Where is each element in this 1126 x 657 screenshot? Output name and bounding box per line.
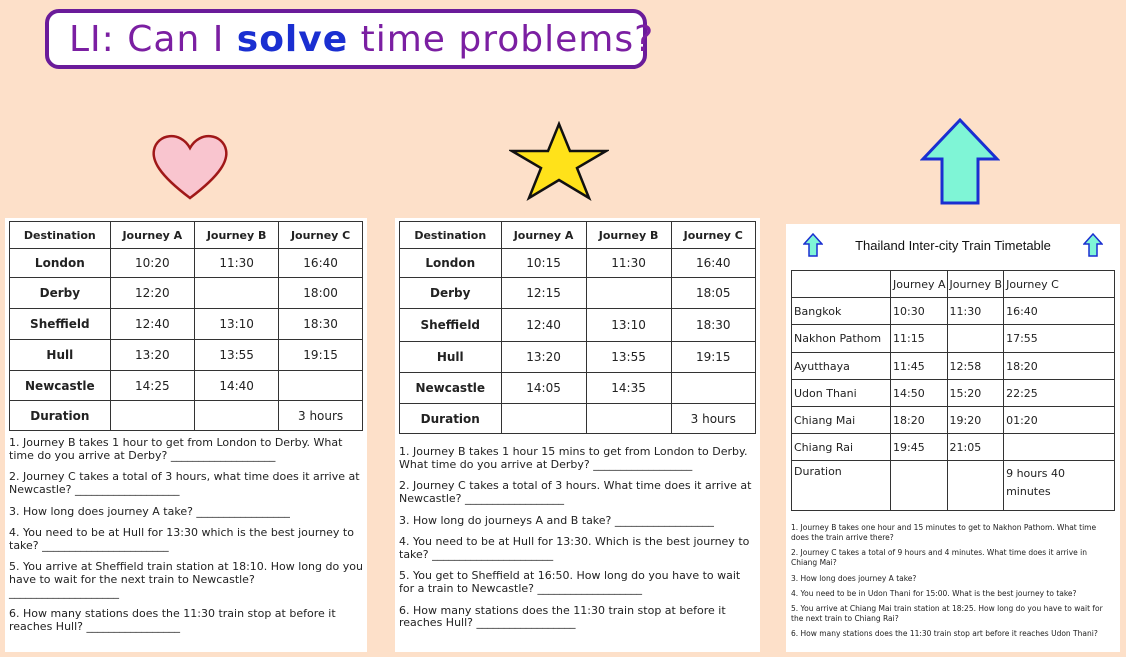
table-row bbox=[10, 371, 363, 401]
table-cell: 14:25 bbox=[110, 371, 194, 401]
table-cell: 19:15 bbox=[671, 342, 756, 373]
table-cell: 11:45 bbox=[891, 353, 948, 380]
table-cell: 15:20 bbox=[947, 380, 1004, 407]
table-cell: 12:20 bbox=[110, 278, 194, 309]
table-cell: 19:15 bbox=[279, 340, 363, 371]
table-cell: 9 hours 40 minutes bbox=[1004, 461, 1115, 511]
table-row bbox=[400, 309, 756, 342]
table-header: Destination bbox=[10, 222, 111, 249]
table-cell bbox=[947, 325, 1004, 353]
table-row bbox=[400, 373, 756, 404]
table-cell bbox=[586, 278, 671, 309]
table-cell bbox=[1004, 434, 1115, 461]
table-cell: 16:40 bbox=[1004, 298, 1115, 325]
question: 1. Journey B takes one hour and 15 minutes to get to Nakhon Pathom. What time does the train arrive there? bbox=[791, 523, 1097, 543]
table-row bbox=[792, 298, 1115, 325]
table-cell: 18:00 bbox=[279, 278, 363, 309]
table-cell: Derby bbox=[10, 278, 111, 309]
table-cell: Derby bbox=[400, 278, 502, 309]
table-cell: Duration bbox=[792, 461, 891, 511]
timetable-heart bbox=[9, 221, 363, 431]
table-cell: London bbox=[10, 249, 111, 278]
question: 1. Journey B takes 1 hour to get from London to Derby. What time do you arrive at Derby? ___________________ bbox=[9, 436, 343, 462]
timetable-star bbox=[399, 221, 756, 434]
question: 2. Journey C takes a total of 9 hours and 4 minutes. What time does it arrive in Chiang Mai? bbox=[791, 548, 1087, 568]
table-cell: 18:20 bbox=[891, 407, 948, 434]
table-row bbox=[792, 461, 1115, 511]
table-header: Journey A bbox=[891, 271, 948, 298]
table-row bbox=[792, 353, 1115, 380]
question: 4. You need to be in Udon Thani for 15:00. What is the best journey to take? bbox=[791, 588, 1077, 598]
table-row bbox=[792, 325, 1115, 353]
table-cell: Hull bbox=[400, 342, 502, 373]
table-cell bbox=[110, 401, 194, 431]
table-cell: London bbox=[400, 249, 502, 278]
table-cell bbox=[501, 404, 586, 434]
title-bold-word: solve bbox=[236, 18, 349, 60]
table-header: Journey A bbox=[501, 222, 586, 249]
table-row bbox=[792, 380, 1115, 407]
question-list bbox=[399, 446, 756, 630]
table-row bbox=[10, 309, 363, 340]
question: 1. Journey B takes 1 hour 15 mins to get from London to Derby. What time do you arrive at Derby? __________________ bbox=[399, 445, 748, 471]
question: 6. How many stations does the 11:30 train stop art before it reaches Udon Thani? bbox=[791, 629, 1098, 638]
question: 5. You get to Sheffield at 16:50. How long do you have to wait for a train to Newcastle? ___________________ bbox=[399, 569, 741, 596]
table-cell: Nakhon Pathom bbox=[792, 325, 891, 353]
table-row bbox=[10, 278, 363, 309]
worksheet-star bbox=[395, 218, 760, 652]
up-arrow-icon bbox=[920, 117, 1000, 207]
worksheet-arrow bbox=[786, 224, 1120, 652]
table-header: Journey B bbox=[586, 222, 671, 249]
table-header: Journey A bbox=[110, 222, 194, 249]
table-cell: 14:05 bbox=[501, 373, 586, 404]
table-cell: Duration bbox=[10, 401, 111, 431]
question: 5. You arrive at Chiang Mai train station at 18:25. How long do you have to wait for the next train to Chiang Rai? bbox=[791, 603, 1103, 623]
table-cell bbox=[891, 461, 948, 511]
table-cell: 13:20 bbox=[501, 342, 586, 373]
table-header-row bbox=[10, 222, 363, 249]
table-cell: Newcastle bbox=[400, 373, 502, 404]
table-cell: Sheffield bbox=[10, 309, 111, 340]
table-cell bbox=[279, 371, 363, 401]
table-row bbox=[400, 404, 756, 434]
table-cell: 12:40 bbox=[110, 309, 194, 340]
table-cell: 11:30 bbox=[586, 249, 671, 278]
table-cell: Ayutthaya bbox=[792, 353, 891, 380]
table-cell: 19:20 bbox=[947, 407, 1004, 434]
table-cell: 13:10 bbox=[586, 309, 671, 342]
question: 4. You need to be at Hull for 13:30 which is the best journey to take? _______________________ bbox=[9, 526, 354, 552]
table-cell: Newcastle bbox=[10, 371, 111, 401]
question-list bbox=[791, 523, 1115, 639]
table-cell: 3 hours bbox=[279, 401, 363, 431]
table-cell: 18:20 bbox=[1004, 353, 1115, 380]
table-header: Journey C bbox=[671, 222, 756, 249]
table-cell: 12:15 bbox=[501, 278, 586, 309]
table-row bbox=[10, 249, 363, 278]
table-row bbox=[792, 407, 1115, 434]
star-icon bbox=[509, 121, 609, 201]
question: 6. How many stations does the 11:30 train stop at before it reaches Hull? __________________ bbox=[399, 603, 726, 630]
timetable-thailand bbox=[791, 270, 1115, 511]
table-header: Journey B bbox=[947, 271, 1004, 298]
table-header-row bbox=[400, 222, 756, 249]
table-cell: Chiang Rai bbox=[792, 434, 891, 461]
table-cell bbox=[586, 404, 671, 434]
table-cell: Sheffield bbox=[400, 309, 502, 342]
timetable-header bbox=[791, 224, 1115, 260]
question: 2. Journey C takes a total of 3 hours, what time does it arrive at Newcastle? ___________________ bbox=[9, 470, 360, 496]
table-row bbox=[400, 249, 756, 278]
table-cell: Hull bbox=[10, 340, 111, 371]
table-cell: 11:15 bbox=[891, 325, 948, 353]
table-cell: 11:30 bbox=[947, 298, 1004, 325]
question-list bbox=[9, 437, 363, 634]
table-cell: 14:50 bbox=[891, 380, 948, 407]
timetable-title: Thailand Inter-city Train Timetable bbox=[855, 237, 1051, 253]
table-cell: 10:15 bbox=[501, 249, 586, 278]
table-header: Destination bbox=[400, 222, 502, 249]
table-cell: 18:30 bbox=[671, 309, 756, 342]
table-cell: 13:20 bbox=[110, 340, 194, 371]
table-cell: 18:30 bbox=[279, 309, 363, 340]
table-cell: 13:55 bbox=[586, 342, 671, 373]
table-cell: 13:55 bbox=[195, 340, 279, 371]
table-cell: Udon Thani bbox=[792, 380, 891, 407]
title-prefix: LI: Can I bbox=[69, 18, 237, 60]
table-cell: 13:10 bbox=[195, 309, 279, 340]
title-suffix: time problems? bbox=[348, 18, 655, 60]
table-cell: 01:20 bbox=[1004, 407, 1115, 434]
table-header-row bbox=[792, 271, 1115, 298]
table-cell: Bangkok bbox=[792, 298, 891, 325]
table-cell: 14:35 bbox=[586, 373, 671, 404]
table-header: Journey B bbox=[195, 222, 279, 249]
table-cell: 16:40 bbox=[279, 249, 363, 278]
up-arrow-icon bbox=[803, 233, 823, 257]
table-header: Journey C bbox=[279, 222, 363, 249]
table-cell bbox=[671, 373, 756, 404]
question: 3. How long do journeys A and B take? __________________ bbox=[399, 513, 714, 527]
question: 3. How long does journey A take? bbox=[791, 573, 917, 583]
table-cell: 14:40 bbox=[195, 371, 279, 401]
table-cell: 21:05 bbox=[947, 434, 1004, 461]
table-cell: 18:05 bbox=[671, 278, 756, 309]
table-cell: 10:20 bbox=[110, 249, 194, 278]
table-row bbox=[10, 401, 363, 431]
question: 2. Journey C takes a total of 3 hours. What time does it arrive at Newcastle? __________________ bbox=[399, 479, 752, 505]
worksheet-heart bbox=[5, 218, 367, 652]
question: 3. How long does journey A take? _________________ bbox=[9, 504, 290, 518]
table-row bbox=[400, 278, 756, 309]
table-cell: 16:40 bbox=[671, 249, 756, 278]
question: 5. You arrive at Sheffield train station at 18:10. How long do you have to wait for the next train to Newcastle? ____________________ bbox=[9, 560, 363, 599]
lesson-title bbox=[45, 9, 655, 69]
table-cell: 19:45 bbox=[891, 434, 948, 461]
table-cell bbox=[195, 401, 279, 431]
up-arrow-icon bbox=[1083, 233, 1103, 257]
question: 4. You need to be at Hull for 13:30. Which is the best journey to take? ______________________ bbox=[399, 535, 750, 561]
question: 6. How many stations does the 11:30 train stop at before it reaches Hull? _________________ bbox=[9, 607, 336, 634]
table-cell bbox=[195, 278, 279, 309]
table-cell: Duration bbox=[400, 404, 502, 434]
table-row bbox=[400, 342, 756, 373]
heart-icon bbox=[150, 130, 230, 202]
table-cell: 17:55 bbox=[1004, 325, 1115, 353]
table-cell: Chiang Mai bbox=[792, 407, 891, 434]
table-header: Journey C bbox=[1004, 271, 1115, 298]
table-row bbox=[10, 340, 363, 371]
table-cell: 12:58 bbox=[947, 353, 1004, 380]
table-row bbox=[792, 434, 1115, 461]
table-cell bbox=[947, 461, 1004, 511]
table-cell: 11:30 bbox=[195, 249, 279, 278]
table-cell: 10:30 bbox=[891, 298, 948, 325]
table-cell: 3 hours bbox=[671, 404, 756, 434]
table-cell: 22:25 bbox=[1004, 380, 1115, 407]
table-cell: 12:40 bbox=[501, 309, 586, 342]
table-header bbox=[792, 271, 891, 298]
